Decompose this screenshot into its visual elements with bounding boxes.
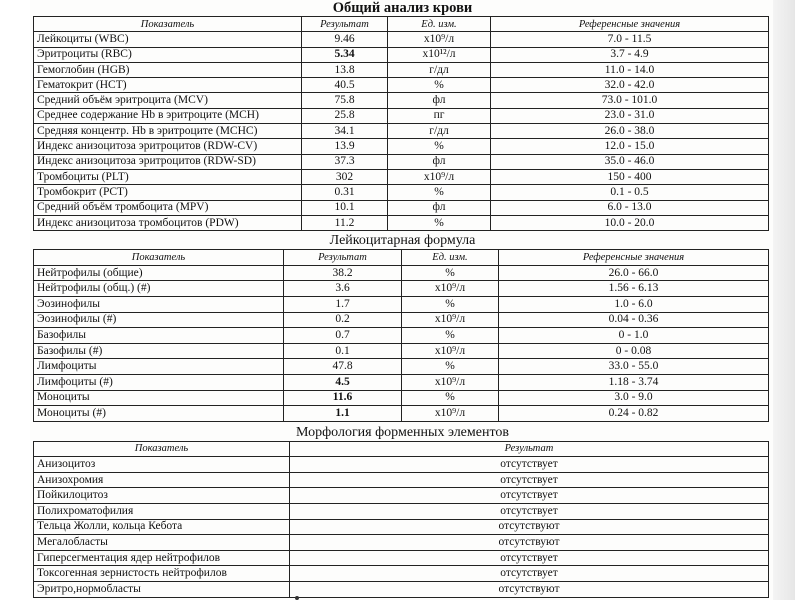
table-row xyxy=(34,488,769,504)
table-row xyxy=(34,535,769,551)
result-value: отсутствует xyxy=(290,504,769,520)
table-row xyxy=(34,296,769,312)
unit-value: x10⁹/л xyxy=(402,312,499,328)
table-row xyxy=(34,582,769,598)
table-row xyxy=(34,78,769,93)
cbc-header-result: Результат xyxy=(302,17,388,32)
result-value: отсутствуют xyxy=(290,582,769,598)
reference-range: 10.0 - 20.0 xyxy=(491,215,769,230)
unit-value: % xyxy=(402,390,499,406)
indicator-name: Анизоцитоз xyxy=(34,457,290,473)
indicator-name: Эритро,нормобласты xyxy=(34,582,290,598)
table-row xyxy=(34,139,769,154)
indicator-name: Индекс анизоцитоза тромбоцитов (PDW) xyxy=(34,215,302,230)
leuko-header-reference: Референсные значения xyxy=(499,250,769,266)
result-value: отсутствует xyxy=(290,457,769,473)
leuko-header-indicator: Показатель xyxy=(34,250,284,266)
table-row xyxy=(34,108,769,123)
table-row xyxy=(34,47,769,62)
result-value: 13.9 xyxy=(302,139,388,154)
result-value: 10.1 xyxy=(302,200,388,215)
reference-range: 1.18 - 3.74 xyxy=(499,374,769,390)
reference-range: 23.0 - 31.0 xyxy=(491,108,769,123)
unit-value: x10⁹/л xyxy=(388,169,491,184)
result-value: 11.6 xyxy=(284,390,402,406)
indicator-name: Лимфоциты (#) xyxy=(34,374,284,390)
morph-table-body xyxy=(34,457,769,597)
table-row xyxy=(34,185,769,200)
leuko-header-row xyxy=(34,250,769,266)
unit-value: x10⁹/л xyxy=(388,32,491,47)
indicator-name: Среднее содержание Hb в эритроците (MCH) xyxy=(34,108,302,123)
reference-range: 0 - 1.0 xyxy=(499,328,769,344)
indicator-name: Токсогенная зернистость нейтрофилов xyxy=(34,566,290,582)
page-edge-shadow xyxy=(773,0,795,600)
reference-range: 0.04 - 0.36 xyxy=(499,312,769,328)
indicator-name: Нейтрофилы (общ.) (#) xyxy=(34,281,284,297)
reference-range: 6.0 - 13.0 xyxy=(491,200,769,215)
result-value: 25.8 xyxy=(302,108,388,123)
result-value: 3.6 xyxy=(284,281,402,297)
indicator-name: Гемоглобин (HGB) xyxy=(34,62,302,77)
cbc-table-body xyxy=(34,32,769,231)
reference-range: 26.0 - 38.0 xyxy=(491,124,769,139)
table-row xyxy=(34,343,769,359)
morph-table xyxy=(33,441,769,598)
table-row xyxy=(34,154,769,169)
unit-value: пг xyxy=(388,108,491,123)
table-row xyxy=(34,93,769,108)
result-value: 0.7 xyxy=(284,328,402,344)
indicator-name: Нейтрофилы (общие) xyxy=(34,265,284,281)
indicator-name: Эозинофилы xyxy=(34,296,284,312)
indicator-name: Гиперсегментация ядер нейтрофилов xyxy=(34,550,290,566)
reference-range: 1.56 - 6.13 xyxy=(499,281,769,297)
indicator-name: Анизохромия xyxy=(34,472,290,488)
table-row xyxy=(34,457,769,473)
cbc-header-reference: Референсные значения xyxy=(491,17,769,32)
reference-range: 3.0 - 9.0 xyxy=(499,390,769,406)
indicator-name: Тромбокрит (PCT) xyxy=(34,185,302,200)
result-value: 302 xyxy=(302,169,388,184)
indicator-name: Средний объём эритроцита (MCV) xyxy=(34,93,302,108)
reference-range: 73.0 - 101.0 xyxy=(491,93,769,108)
table-row xyxy=(34,374,769,390)
result-value: 0.2 xyxy=(284,312,402,328)
leuko-table xyxy=(33,249,769,422)
table-row xyxy=(34,550,769,566)
indicator-name: Средний объём тромбоцита (MPV) xyxy=(34,200,302,215)
cbc-table xyxy=(33,16,769,231)
leuko-header-result: Результат xyxy=(284,250,402,266)
table-row xyxy=(34,328,769,344)
result-value: 75.8 xyxy=(302,93,388,108)
result-value: 5.34 xyxy=(302,47,388,62)
indicator-name: Базофилы (#) xyxy=(34,343,284,359)
table-row xyxy=(34,312,769,328)
indicator-name: Тромбоциты (PLT) xyxy=(34,169,302,184)
result-value: 0.1 xyxy=(284,343,402,359)
morph-section-title: Морфология форменных элементов xyxy=(295,424,510,440)
cbc-header-indicator: Показатель xyxy=(34,17,302,32)
unit-value: % xyxy=(388,78,491,93)
reference-range: 32.0 - 42.0 xyxy=(491,78,769,93)
result-value: отсутствуют xyxy=(290,535,769,551)
unit-value: фл xyxy=(388,154,491,169)
indicator-name: Эозинофилы (#) xyxy=(34,312,284,328)
unit-value: % xyxy=(402,359,499,375)
page-bottom-mark xyxy=(295,596,299,600)
indicator-name: Лейкоциты (WBC) xyxy=(34,32,302,47)
table-row xyxy=(34,566,769,582)
indicator-name: Эритроциты (RBC) xyxy=(34,47,302,62)
result-value: 40.5 xyxy=(302,78,388,93)
reference-range: 12.0 - 15.0 xyxy=(491,139,769,154)
reference-range: 1.0 - 6.0 xyxy=(499,296,769,312)
table-row xyxy=(34,504,769,520)
morph-header-row xyxy=(34,441,769,457)
table-row xyxy=(34,281,769,297)
indicator-name: Полихроматофилия xyxy=(34,504,290,520)
indicator-name: Индекс анизоцитоза эритроцитов (RDW-SD) xyxy=(34,154,302,169)
unit-value: x10⁹/л xyxy=(402,406,499,422)
table-row xyxy=(34,472,769,488)
unit-value: % xyxy=(402,328,499,344)
morph-header-indicator: Показатель xyxy=(34,441,290,457)
result-value: 37.3 xyxy=(302,154,388,169)
leuko-table-body xyxy=(34,265,769,421)
unit-value: x10⁹/л xyxy=(402,374,499,390)
result-value: отсутствуют xyxy=(290,519,769,535)
unit-value: % xyxy=(402,265,499,281)
table-row xyxy=(34,200,769,215)
unit-value: г/дл xyxy=(388,62,491,77)
table-row xyxy=(34,390,769,406)
indicator-name: Пойкилоцитоз xyxy=(34,488,290,504)
result-value: отсутствует xyxy=(290,550,769,566)
unit-value: фл xyxy=(388,93,491,108)
unit-value: % xyxy=(388,185,491,200)
table-row xyxy=(34,406,769,422)
reference-range: 3.7 - 4.9 xyxy=(491,47,769,62)
table-row xyxy=(34,124,769,139)
indicator-name: Индекс анизоцитоза эритроцитов (RDW-CV) xyxy=(34,139,302,154)
result-value: 38.2 xyxy=(284,265,402,281)
unit-value: % xyxy=(402,296,499,312)
result-value: отсутствует xyxy=(290,488,769,504)
reference-range: 0.24 - 0.82 xyxy=(499,406,769,422)
table-row xyxy=(34,359,769,375)
cbc-header-row xyxy=(34,17,769,32)
result-value: отсутствует xyxy=(290,566,769,582)
table-row xyxy=(34,32,769,47)
table-row xyxy=(34,519,769,535)
indicator-name: Мегалобласты xyxy=(34,535,290,551)
reference-range: 26.0 - 66.0 xyxy=(499,265,769,281)
result-value: 0.31 xyxy=(302,185,388,200)
indicator-name: Лимфоциты xyxy=(34,359,284,375)
result-value: 4.5 xyxy=(284,374,402,390)
table-row xyxy=(34,62,769,77)
result-value: отсутствует xyxy=(290,472,769,488)
cbc-header-unit: Ед. изм. xyxy=(388,17,491,32)
unit-value: x10⁹/л xyxy=(402,343,499,359)
reference-range: 0 - 0.08 xyxy=(499,343,769,359)
unit-value: x10⁹/л xyxy=(402,281,499,297)
indicator-name: Моноциты (#) xyxy=(34,406,284,422)
reference-range: 0.1 - 0.5 xyxy=(491,185,769,200)
reference-range: 150 - 400 xyxy=(491,169,769,184)
unit-value: фл xyxy=(388,200,491,215)
table-row xyxy=(34,169,769,184)
indicator-name: Базофилы xyxy=(34,328,284,344)
cbc-section-title: Общий анализ крови xyxy=(332,0,473,16)
unit-value: % xyxy=(388,139,491,154)
reference-range: 11.0 - 14.0 xyxy=(491,62,769,77)
morph-header-result: Результат xyxy=(290,441,769,457)
leuko-section-title: Лейкоцитарная формула xyxy=(329,233,476,249)
result-value: 34.1 xyxy=(302,124,388,139)
reference-range: 33.0 - 55.0 xyxy=(499,359,769,375)
reference-range: 35.0 - 46.0 xyxy=(491,154,769,169)
indicator-name: Тельца Жолли, кольца Кебота xyxy=(34,519,290,535)
unit-value: % xyxy=(388,215,491,230)
unit-value: г/дл xyxy=(388,124,491,139)
indicator-name: Гематокрит (HCT) xyxy=(34,78,302,93)
indicator-name: Средняя концентр. Hb в эритроците (MCHC) xyxy=(34,124,302,139)
result-value: 1.1 xyxy=(284,406,402,422)
result-value: 1.7 xyxy=(284,296,402,312)
result-value: 13.8 xyxy=(302,62,388,77)
reference-range: 7.0 - 11.5 xyxy=(491,32,769,47)
result-value: 47.8 xyxy=(284,359,402,375)
result-value: 11.2 xyxy=(302,215,388,230)
report-page xyxy=(30,0,775,600)
table-row xyxy=(34,215,769,230)
leuko-header-unit: Ед. изм. xyxy=(402,250,499,266)
indicator-name: Моноциты xyxy=(34,390,284,406)
unit-value: x10¹²/л xyxy=(388,47,491,62)
table-row xyxy=(34,265,769,281)
result-value: 9.46 xyxy=(302,32,388,47)
